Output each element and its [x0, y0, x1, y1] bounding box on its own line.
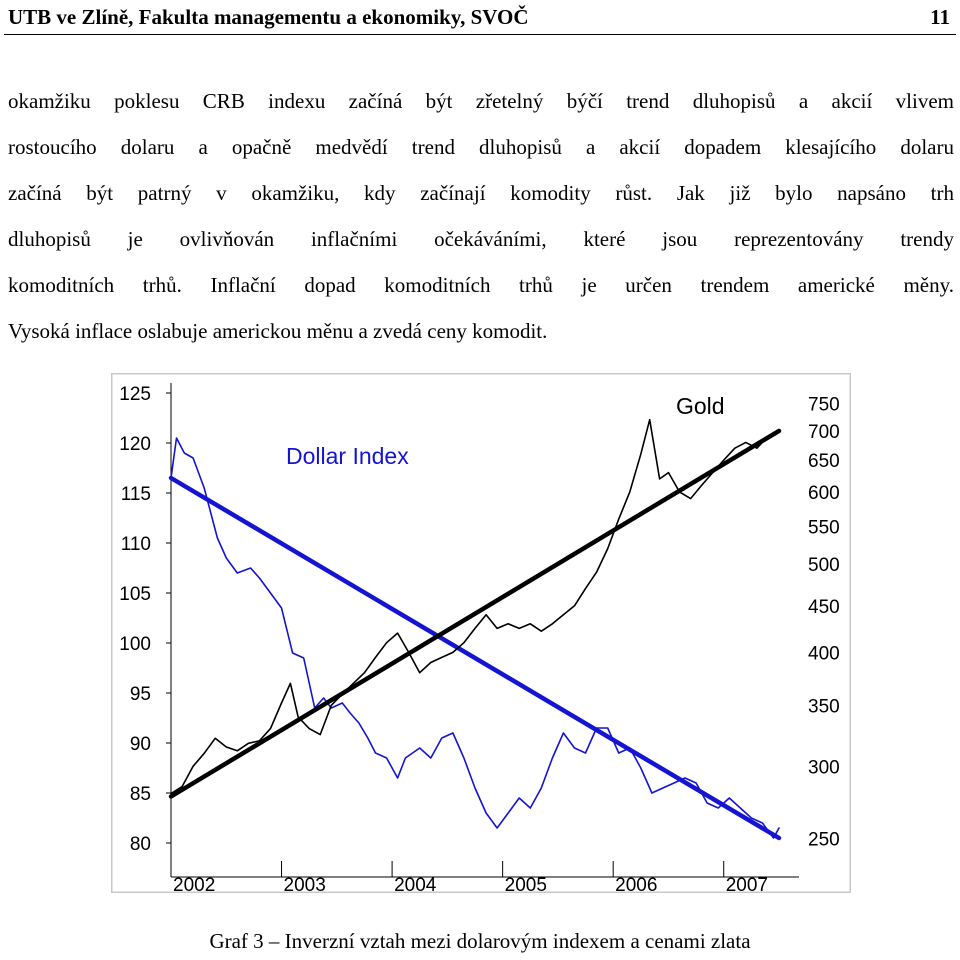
right-tick-label: 400 — [808, 643, 840, 665]
right-tick-label: 450 — [808, 596, 840, 618]
paragraph-line: Vysoká inflace oslabuje americkou měnu a zvedá ceny komodit. — [8, 319, 548, 343]
dollar-gold-chart — [111, 373, 851, 893]
left-tick-label: 105 — [119, 584, 151, 605]
paragraph-line: začíná být patrný v okamžiku, kdy začínají komodity růst. Jak již bylo napsáno trh — [8, 181, 954, 205]
paragraph-line: okamžiku poklesu CRB indexu začíná být zřetelný býčí trend dluhopisů a akcií vlivem — [8, 89, 954, 113]
right-tick-label: 350 — [808, 696, 840, 718]
right-tick-label: 700 — [808, 421, 840, 443]
x-tick-label: 2007 — [725, 875, 769, 893]
page-number: 11 — [930, 5, 950, 29]
left-tick-label: 95 — [129, 684, 151, 705]
x-tick-label: 2006 — [615, 875, 658, 893]
left-tick-label: 115 — [120, 484, 151, 505]
left-tick-label: 100 — [119, 634, 151, 655]
x-tick-label: 2002 — [173, 875, 216, 893]
x-tick-label: 2005 — [504, 875, 547, 893]
header-title: UTB ve Zlíně, Fakulta managementu a ekonomiky, SVOČ — [8, 5, 529, 29]
right-tick-label: 650 — [808, 451, 840, 473]
gold-label: Gold — [676, 393, 725, 419]
chart-figure — [111, 373, 851, 893]
right-tick-label: 250 — [808, 829, 840, 851]
right-tick-label: 550 — [808, 517, 840, 539]
figure-caption: Graf 3 – Inverzní vztah mezi dolarovým indexem a cenami zlata — [209, 929, 751, 953]
paragraph-line: rostoucího dolaru a opačně medvědí trend dluhopisů a akcií dopadem klesajícího dolaru — [8, 135, 954, 159]
right-tick-label: 750 — [808, 394, 840, 416]
left-tick-label: 90 — [129, 734, 151, 755]
right-tick-label: 600 — [808, 482, 840, 504]
paragraph-line: komoditních trhů. Inflační dopad komoditních trhů je určen trendem americké měny. — [8, 273, 954, 297]
left-tick-label: 80 — [129, 834, 151, 855]
body-paragraph — [8, 78, 954, 354]
page-header — [4, 2, 956, 35]
x-tick-label: 2004 — [394, 875, 437, 893]
right-tick-label: 500 — [808, 555, 840, 577]
left-tick-label: 120 — [119, 434, 151, 455]
left-tick-label: 110 — [120, 534, 151, 555]
left-tick-label: 85 — [129, 784, 151, 805]
paragraph-line: dluhopisů je ovlivňován inflačními očekáváními, které jsou reprezentovány trendy — [8, 227, 954, 251]
x-tick-label: 2003 — [283, 875, 326, 893]
right-tick-label: 300 — [808, 757, 840, 779]
left-tick-label: 125 — [119, 384, 151, 405]
dollar-index-label: Dollar Index — [286, 443, 409, 469]
